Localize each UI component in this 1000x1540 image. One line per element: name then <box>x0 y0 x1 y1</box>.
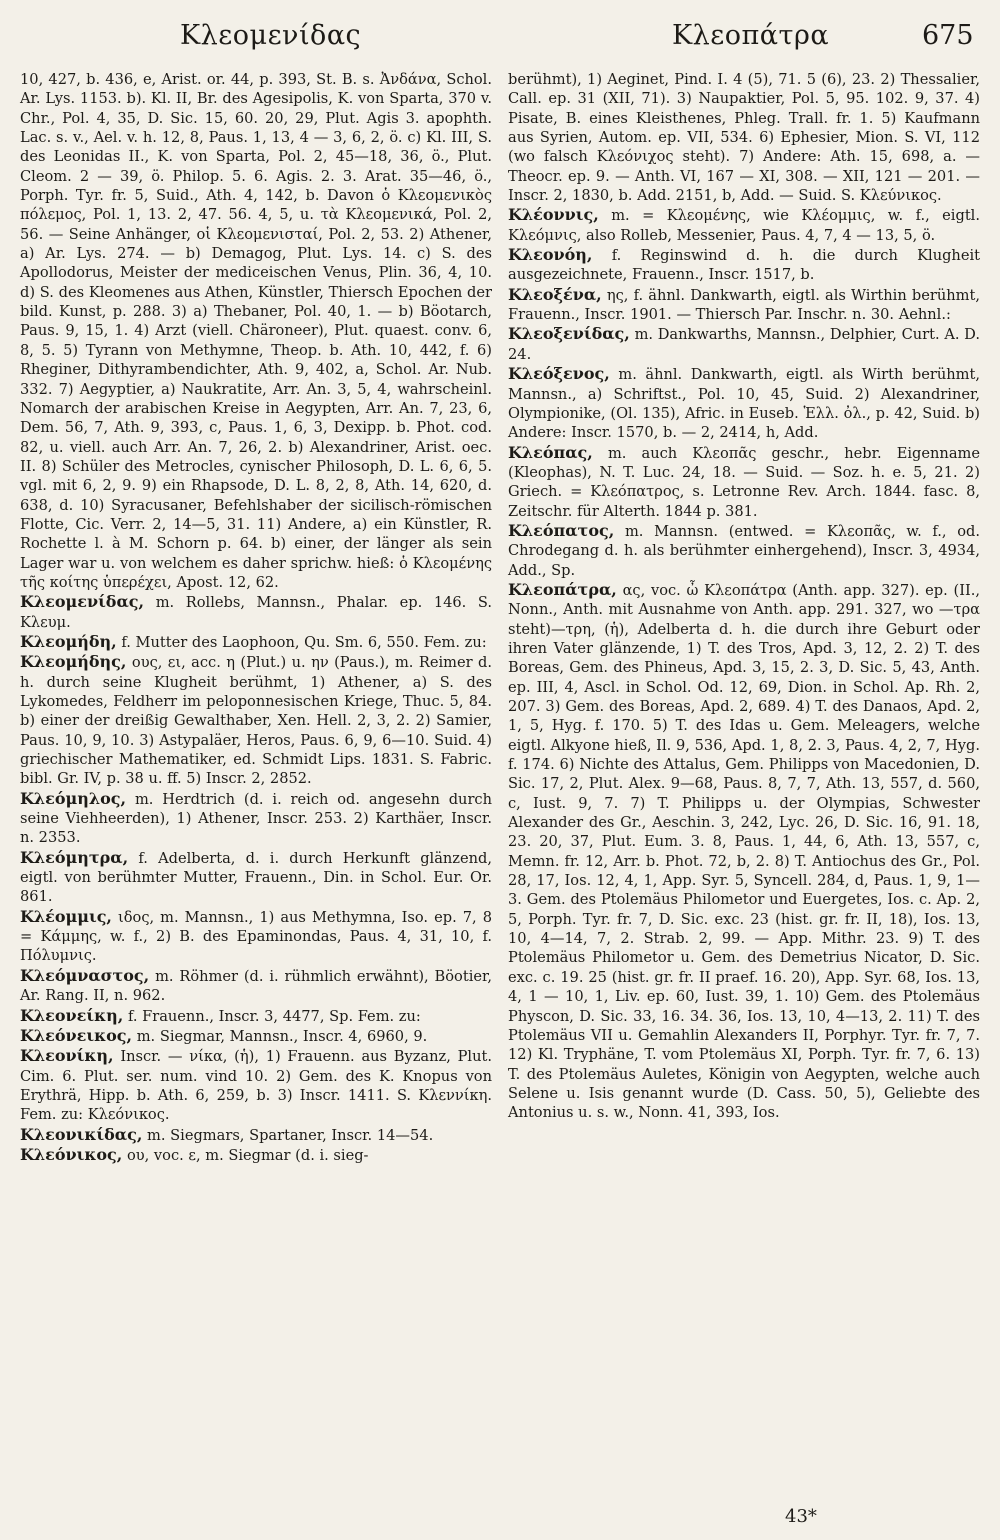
dictionary-entry <box>20 789 492 848</box>
header-right-title: Κλεοπάτρα <box>672 20 830 51</box>
entry-lemma: Κλεόξενος, <box>508 364 610 384</box>
entry-text: m. = Κλεομένης, wie Κλέομμις, w. f., eigtl. Κλεόμνις, also Rolleb, Messenier, Paus. 4, 7, 4 — 13, 5, ö. <box>508 207 980 244</box>
entry-lemma: Κλεονείκη, <box>20 1005 124 1025</box>
dictionary-entry <box>20 1006 492 1026</box>
dictionary-entry <box>20 907 492 966</box>
entry-lemma: Κλεοπάτρα, <box>508 579 617 599</box>
dictionary-entry <box>508 364 980 442</box>
entry-text: m. ähnl. Dankwarth, eigtl. als Wirth berühmt, Mannsn., a) Schriftst., Pol. 10, 45, Suid. 2) Alexandriner, Olympionike, (Ol. 135), Afric. in Euseb. Ἑλλ. ὀλ., p. 42, Suid. b) Andere: Inscr. 1570, b. — 2, 2414, h, Add. <box>508 366 981 442</box>
header-left-title: Κλεομενίδας <box>180 20 362 51</box>
dictionary-entry <box>508 521 980 580</box>
page-number: 675 <box>922 20 974 51</box>
entry-lemma: Κλεοξενίδας, <box>508 324 630 344</box>
entry-lemma: Κλεοξένα, <box>508 284 602 304</box>
entry-lemma: Κλεόμναστος, <box>20 965 150 985</box>
dictionary-entry <box>20 70 492 592</box>
dictionary-entry <box>508 443 980 521</box>
entry-lemma: Κλεονικίδας, <box>20 1124 143 1144</box>
dictionary-entry <box>20 848 492 907</box>
entry-text: m. auch Κλεοπᾶς geschr., hebr. Eigenname (Kleophas), N. T. Luc. 24, 18. — Suid. — Soz. h. e. 5, 21. 2) Griech. = Κλεόπατρος, s. Letronne Rev. Arch. 1844. fasc. 8, Zeitschr. für Alterth. 1844 p. 381. <box>508 444 980 520</box>
entry-lemma: Κλέομμις, <box>20 906 112 926</box>
entry-text: f. Frauenn., Inscr. 3, 4477, Sp. Fem. zu: <box>127 1007 421 1025</box>
entry-text: m. Mannsn. (entwed. = Κλεοπᾶς, w. f., od. Chrodegang d. h. als berühmter einhergehend), Inscr. 3, 4934, Add., Sp. <box>508 522 980 579</box>
dictionary-entry <box>20 966 492 1006</box>
entry-lemma: Κλεονίκη, <box>20 1046 114 1066</box>
dictionary-entry <box>508 580 980 1123</box>
entry-text: Inscr. — νίκα, (ἡ), 1) Frauenn. aus Byzanz, Plut. Cim. 6. Plut. ser. num. vind 10. 2) Gem. des K. Knopus von Erythrä, Hipp. b. Ath. 6, 259, b. 3) Inscr. 1411. S. Κλεννίκη. Fem. zu: Κλεόνικος. <box>20 1048 492 1124</box>
dictionary-entry <box>508 245 980 285</box>
left-column <box>20 70 492 1165</box>
entry-text: m. Röhmer (d. i. rühmlich erwähnt), Böotier, Ar. Rang. II, n. 962. <box>20 967 493 1005</box>
entry-lemma: Κλεομήδη, <box>20 631 117 651</box>
entry-lemma: Κλεόμηλος, <box>20 788 127 808</box>
dictionary-entry <box>20 1125 492 1145</box>
entry-text: m. Siegmar, Mannsn., Inscr. 4, 6960, 9. <box>136 1027 428 1045</box>
entry-text: ους, ει, acc. η (Plut.) u. ην (Paus.), m. Reimer d. h. durch seine Klugheit berühmt, 1) Athener, a) S. des Lykomedes, Feldherr im peloponnesischen Kriege, Thuc. 5, 84. b) einer der dreißig Gewalthaber, Xen. Hell. 2, 3, 2. 2) Samier, Paus. 10, 9, 10. 3) Astypaläer, Heros, Paus. 6, 9, 6—10. Suid. 4) griechischer Mathematiker, ed. Schmidt Lips. 1831. S. Fabric. bibl. Gr. IV, p. 38 u. ff. 5) Inscr. 2, 2852. <box>20 654 492 788</box>
entry-text: f. Mutter des Laophoon, Qu. Sm. 6, 550. Fem. zu: <box>121 633 487 651</box>
entry-text: f. Reginswind d. h. die durch Klugheit ausgezeichnete, Frauenn., Inscr. 1517, b. <box>508 247 981 284</box>
right-column <box>508 70 980 1123</box>
dictionary-entry <box>20 1046 492 1124</box>
entry-text: m. Siegmars, Spartaner, Inscr. 14—54. <box>147 1126 434 1144</box>
entry-text: f. Adelberta, d. i. durch Herkunft glänzend, eigtl. von berühmter Mutter, Frauenn., Din. in Schol. Eur. Or. 861. <box>20 849 493 906</box>
dictionary-entry <box>508 70 980 205</box>
entry-lemma: Κλεόνεικος, <box>20 1025 133 1045</box>
entry-lemma: Κλεόπας, <box>508 442 593 462</box>
dictionary-entry <box>20 1145 492 1165</box>
entry-text: ας, voc. ὦ Κλεοπάτρα (Anth. app. 327). ep. (II., Nonn., Anth. mit Ausnahme von Anth. app. 291. 327, wo —τρα steht)—τρη, (ἡ), Adelberta d. h. die durch ihre Geburt oder ihren Vater glänzende, 1) T. des Tros, Apd. 3, 12, 2. 2) T. des Boreas, Gem. des Phineus, Apd. 3, 15, 2. 3, D. Sic. 5, 43, Anth. ep. III, 4, Ascl. in Schol. Od. 12, 69, Dion. in Schol. Ap. Rh. 2, 207. 3) Gem. des Boreas, Apd. 2, 689. 4) T. des Danaos, Apd. 2, 1, 5, Hyg. f. 170. 5) T. des Idas u. Gem. Meleagers, welche eigtl. Alkyone hieß, Il. 9, 536, Apd. 1, 8, 2. 3, Paus. 4, 2, 7, Hyg. f. 174. 6) Nichte des Attalus, Gem. Philipps von Macedonien, D. Sic. 17, 2, Plut. Alex. 9—68, Paus. 8, 7, 7, Ath. 13, 557, d. 560, c, Iust. 9, 7. 7) T. Philipps u. der Olympias, Schwester Alexander des Gr., Aeschin. 3, 242, Lyc. 26, D. Sic. 16, 91. 18, 23. 20, 37, Plut. Eum. 3. 8, Paus. 1, 44, 6, Ath. 13, 557, c, Memn. fr. 12, Arr. b. Phot. 72, b, 2. 8) T. Antiochus des Gr., Pol. 28, 17, Ios. 12, 4, 1, App. Syr. 5, Syncell. 284, d, Paus. 1, 9, 1—3. Gem. des Ptolemäus Philometor und Euergetes, Ios. c. Ap. 2, 5, Porph. Tyr. fr. 7, D. Sic. exc. 23 (hist. gr. fr. II, 18), Ios. 13, 10, 4—14, 7, 2. Strab. 2, 99. — App. Mithr. 23. 9) T. des Ptolemäus Philometor u. Gem. des Demetrius Nicator, D. Sic. exc. c. 19. 25 (hist. gr. fr. II praef. 16. 20), App. Syr. 68, Ios. 13, 4, 1 — 10, 1, Liv. ep. 60, Iust. 39, 1. 10) Gem. des Ptolemäus Physcon, D. Sic. 33, 16. 34. 36, Ios. 13, 10, 4—13, 2. 11) T. des Ptolemäus VII u. Gemahlin Alexanders II, Porphyr. Tyr. fr. 7, 7. 12) Kl. Tryphäne, T. vom Ptolemäus XI, Porph. Tyr. fr. 7, 6. 13) T. des Ptolemäus Auletes, Königin von Aegypten, welche auch Selene u. Isis genannt wurde (D. Cass. 50, 5), Geliebte des Antonius u. s. w., Nonn. 41, 393, Ios. <box>508 581 980 1122</box>
dictionary-entry <box>508 285 980 325</box>
entry-lemma: Κλεόμητρα, <box>20 847 129 867</box>
dictionary-entry <box>508 324 980 364</box>
dictionary-entry <box>20 1026 492 1046</box>
entry-text: ης, f. ähnl. Dankwarth, eigtl. als Wirthin berühmt, Frauenn., Inscr. 1901. — Thiersch Par. Inschr. n. 30. Aehnl.: <box>508 286 980 324</box>
entry-text: m. Rollebs, Mannsn., Phalar. ep. 146. S. Κλευμ. <box>20 594 493 631</box>
dictionary-entry <box>20 592 492 632</box>
entry-text: 10, 427, b. 436, e, Arist. or. 44, p. 393, St. B. s. Ἀνδάνα, Schol. Ar. Lys. 1153. b). Kl. II, Br. des Agesipolis, K. von Sparta, 370 v. Chr., Pol. 4, 35, D. Sic. 15, 60. 20, 29, Plut. Agis 3. apophth. Lac. s. v., Ael. v. h. 12, 8, Paus. 1, 13, 4 — 3, 6, 2, ö. c) Kl. III, S. des Leonidas II., K. von Sparta, Pol. 2, 45—18, 36, ö., Plut. Cleom. 2 — 39, ö. Philop. 5. 6. Agis. 2. 3. Arat. 35—46, ö., Porph. Tyr. fr. 5, Suid., Ath. 4, 142, b. Davon ὁ Κλεομενικὸς πόλεμος, Pol. 1, 13. 2, 47. 56. 4, 5, u. τὰ Κλεομενικά, Pol. 2, 56. — Seine Anhänger, οἱ Κλεομενισταί, Pol. 2, 53. 2) Athener, a) Ar. Lys. 274. — b) Demagog, Plut. Lys. 14. c) S. des Apollodorus, Meister der mediceischen Venus, Plin. 36, 4, 10. d) S. des Kleomenes aus Athen, Künstler, Thiersch Epochen der bild. Kunst, p. 288. 3) a) Thebaner, Pol. 40, 1. — b) Böotarch, Paus. 9, 15, 1. 4) Arzt (viell. Chäroneer), Plut. quaest. conv. 6, 8, 5. 5) Tyrann von Methymne, Theop. b. Ath. 10, 442, f. 6) Rheginer, Dithyrambendichter, Ath. 9, 402, a, Schol. Ar. Nub. 332. 7) Aegyptier, a) Naukratite, Arr. An. 3, 5, 4, wahrscheinl. Nomarch der arabischen Kreise in Aegypten, Arr. An. 7, 23, 6, Dem. 56, 7, Ath. 9, 393, c, Paus. 1, 6, 3, Dexipp. b. Phot. cod. 82, u. viell. auch Arr. An. 7, 26, 2. b) Alexandriner, Arist. oec. II. 8) Schüler des Metrocles, cynischer Philosoph, D. L. 6, 6, 5. vgl. mit 6, 2, 9. 9) ein Rhapsode, D. L. 8, 2, 8, Ath. 14, 620, d. 638, d. 10) Syracusaner, Befehlshaber der sicilisch-römischen Flotte, Cic. Verr. 2, 14—5, 31. 11) Andere, a) ein Künstler, R. Rochette l. à M. Schorn p. 64. b) einer, der länger als sein Lager war u. von welchem es daher sprichw. hieß: ὁ Κλεομένης τῆς κοίτης ὑπερέχει, Apost. 12, 62. <box>20 71 492 591</box>
entry-lemma: Κλεομενίδας, <box>20 592 145 612</box>
entry-lemma: Κλεομήδης, <box>20 652 127 672</box>
entry-text: ιδος, m. Mannsn., 1) aus Methymna, Iso. ep. 7, 8 = Κάμμης, w. f., 2) B. des Epaminondas, Paus. 4, 31, 10, f. Πόλυμνις. <box>20 908 492 965</box>
dictionary-entry <box>508 205 980 245</box>
entry-text: m. Dankwarths, Mannsn., Delphier, Curt. A. D. 24. <box>508 326 981 363</box>
entry-lemma: Κλέοννις, <box>508 205 599 225</box>
dictionary-entry <box>20 652 492 788</box>
entry-text: ου, voc. ε, m. Siegmar (d. i. sieg- <box>126 1146 369 1164</box>
entry-lemma: Κλεόνικος, <box>20 1144 123 1164</box>
dictionary-entry <box>20 632 492 652</box>
entry-text: m. Herdtrich (d. i. reich od. angesehn durch seine Viehheerden), 1) Athener, Inscr. 253. 2) Karthäer, Inscr. n. 2353. <box>20 790 493 847</box>
entry-lemma: Κλεονόη, <box>508 245 593 265</box>
printer-signature: 43* <box>785 1506 817 1527</box>
entry-text: berühmt), 1) Aeginet, Pind. I. 4 (5), 71. 5 (6), 23. 2) Thessalier, Call. ep. 31 (XII, 71). 3) Naupaktier, Pol. 5, 95. 102. 9, 37. 4) Pisate, B. eines Kleisthenes, Phleg. Trall. fr. 1. 5) Kaufmann aus Syrien, Autom. ep. VII, 534. 6) Ephesier, Mion. S. VI, 112 (wo falsch Κλεόνιχος steht). 7) Andere: Ath. 15, 698, a. — Theocr. ep. 9. — Anth. VI, 167 — XI, 308. — XII, 121 — 201. — Inscr. 2, 1830, b. Add. 2151, b, Add. — Suid. S. Κλεύνικος. <box>508 71 980 205</box>
running-header <box>0 14 1000 62</box>
entry-lemma: Κλεόπατος, <box>508 520 615 540</box>
